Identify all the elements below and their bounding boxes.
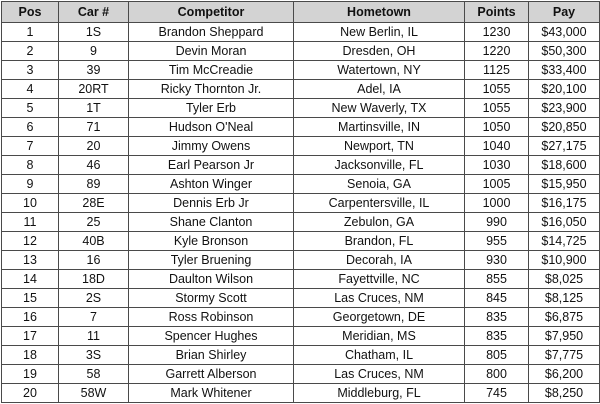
cell-pos: 19: [2, 365, 59, 384]
cell-pay: $16,050: [529, 213, 600, 232]
cell-competitor: Stormy Scott: [129, 289, 294, 308]
cell-points: 1055: [465, 99, 529, 118]
cell-competitor: Jimmy Owens: [129, 137, 294, 156]
cell-hometown: Carpentersville, IL: [294, 194, 465, 213]
cell-competitor: Spencer Hughes: [129, 327, 294, 346]
cell-hometown: Senoia, GA: [294, 175, 465, 194]
cell-hometown: Georgetown, DE: [294, 308, 465, 327]
cell-hometown: Decorah, IA: [294, 251, 465, 270]
cell-pay: $10,900: [529, 251, 600, 270]
cell-pay: $16,175: [529, 194, 600, 213]
cell-pos: 17: [2, 327, 59, 346]
cell-pos: 6: [2, 118, 59, 137]
cell-competitor: Ricky Thornton Jr.: [129, 80, 294, 99]
cell-hometown: New Waverly, TX: [294, 99, 465, 118]
cell-car-number: 58W: [59, 384, 129, 403]
cell-pos: 5: [2, 99, 59, 118]
cell-pay: $7,950: [529, 327, 600, 346]
table-row: [2, 194, 600, 213]
cell-competitor: Devin Moran: [129, 42, 294, 61]
cell-hometown: Dresden, OH: [294, 42, 465, 61]
cell-hometown: Las Cruces, NM: [294, 365, 465, 384]
cell-points: 1050: [465, 118, 529, 137]
cell-competitor: Tim McCreadie: [129, 61, 294, 80]
table-row: [2, 327, 600, 346]
cell-pos: 12: [2, 232, 59, 251]
cell-pos: 9: [2, 175, 59, 194]
cell-hometown: Middleburg, FL: [294, 384, 465, 403]
table-row: [2, 156, 600, 175]
table-row: [2, 213, 600, 232]
cell-pos: 10: [2, 194, 59, 213]
cell-car-number: 58: [59, 365, 129, 384]
cell-pay: $43,000: [529, 23, 600, 42]
table-row: [2, 42, 600, 61]
cell-competitor: Mark Whitener: [129, 384, 294, 403]
cell-pay: $27,175: [529, 137, 600, 156]
cell-pay: $23,900: [529, 99, 600, 118]
table-row: [2, 384, 600, 403]
cell-hometown: Fayettville, NC: [294, 270, 465, 289]
table-row: [2, 365, 600, 384]
cell-car-number: 40B: [59, 232, 129, 251]
cell-points: 1030: [465, 156, 529, 175]
cell-hometown: Zebulon, GA: [294, 213, 465, 232]
cell-pay: $6,200: [529, 365, 600, 384]
cell-points: 805: [465, 346, 529, 365]
cell-pay: $8,025: [529, 270, 600, 289]
table-row: [2, 346, 600, 365]
header-points: Points: [465, 2, 529, 23]
cell-hometown: Adel, IA: [294, 80, 465, 99]
standings-table: [1, 1, 600, 403]
table-row: [2, 23, 600, 42]
header-car-number: Car #: [59, 2, 129, 23]
cell-points: 745: [465, 384, 529, 403]
cell-hometown: Jacksonville, FL: [294, 156, 465, 175]
table-header: [2, 2, 600, 23]
cell-car-number: 20: [59, 137, 129, 156]
cell-pay: $50,300: [529, 42, 600, 61]
cell-hometown: Watertown, NY: [294, 61, 465, 80]
cell-hometown: Las Cruces, NM: [294, 289, 465, 308]
table-row: [2, 251, 600, 270]
cell-pos: 7: [2, 137, 59, 156]
cell-pay: $18,600: [529, 156, 600, 175]
cell-points: 930: [465, 251, 529, 270]
cell-points: 955: [465, 232, 529, 251]
cell-car-number: 1T: [59, 99, 129, 118]
cell-car-number: 3S: [59, 346, 129, 365]
cell-pay: $15,950: [529, 175, 600, 194]
cell-competitor: Dennis Erb Jr: [129, 194, 294, 213]
cell-points: 990: [465, 213, 529, 232]
cell-car-number: 2S: [59, 289, 129, 308]
cell-pay: $8,250: [529, 384, 600, 403]
table-body: [2, 23, 600, 403]
cell-pos: 8: [2, 156, 59, 175]
header-hometown: Hometown: [294, 2, 465, 23]
cell-car-number: 28E: [59, 194, 129, 213]
cell-hometown: Meridian, MS: [294, 327, 465, 346]
cell-points: 1125: [465, 61, 529, 80]
cell-hometown: Brandon, FL: [294, 232, 465, 251]
cell-car-number: 46: [59, 156, 129, 175]
cell-car-number: 1S: [59, 23, 129, 42]
cell-competitor: Tyler Erb: [129, 99, 294, 118]
cell-pay: $8,125: [529, 289, 600, 308]
cell-car-number: 20RT: [59, 80, 129, 99]
cell-pay: $20,850: [529, 118, 600, 137]
cell-competitor: Earl Pearson Jr: [129, 156, 294, 175]
cell-car-number: 89: [59, 175, 129, 194]
cell-competitor: Shane Clanton: [129, 213, 294, 232]
cell-hometown: New Berlin, IL: [294, 23, 465, 42]
cell-pay: $6,875: [529, 308, 600, 327]
cell-pos: 20: [2, 384, 59, 403]
cell-hometown: Chatham, IL: [294, 346, 465, 365]
cell-car-number: 9: [59, 42, 129, 61]
table-row: [2, 99, 600, 118]
cell-points: 845: [465, 289, 529, 308]
cell-car-number: 11: [59, 327, 129, 346]
cell-points: 835: [465, 308, 529, 327]
cell-car-number: 71: [59, 118, 129, 137]
cell-points: 835: [465, 327, 529, 346]
cell-car-number: 39: [59, 61, 129, 80]
cell-pos: 4: [2, 80, 59, 99]
cell-points: 800: [465, 365, 529, 384]
table-row: [2, 270, 600, 289]
cell-points: 1220: [465, 42, 529, 61]
cell-pos: 11: [2, 213, 59, 232]
cell-competitor: Daulton Wilson: [129, 270, 294, 289]
cell-hometown: Newport, TN: [294, 137, 465, 156]
table-row: [2, 289, 600, 308]
cell-competitor: Garrett Alberson: [129, 365, 294, 384]
table-row: [2, 137, 600, 156]
cell-pos: 1: [2, 23, 59, 42]
cell-pos: 3: [2, 61, 59, 80]
table-row: [2, 232, 600, 251]
cell-points: 1055: [465, 80, 529, 99]
header-row: [2, 2, 600, 23]
cell-competitor: Brandon Sheppard: [129, 23, 294, 42]
cell-pay: $33,400: [529, 61, 600, 80]
cell-car-number: 25: [59, 213, 129, 232]
table-row: [2, 80, 600, 99]
cell-car-number: 7: [59, 308, 129, 327]
cell-points: 855: [465, 270, 529, 289]
cell-pay: $7,775: [529, 346, 600, 365]
header-pay: Pay: [529, 2, 600, 23]
cell-hometown: Martinsville, IN: [294, 118, 465, 137]
cell-pos: 13: [2, 251, 59, 270]
cell-competitor: Tyler Bruening: [129, 251, 294, 270]
cell-car-number: 18D: [59, 270, 129, 289]
cell-competitor: Kyle Bronson: [129, 232, 294, 251]
cell-pos: 16: [2, 308, 59, 327]
table-row: [2, 308, 600, 327]
cell-points: 1005: [465, 175, 529, 194]
cell-pay: $20,100: [529, 80, 600, 99]
table-row: [2, 118, 600, 137]
cell-pos: 14: [2, 270, 59, 289]
cell-pos: 15: [2, 289, 59, 308]
header-competitor: Competitor: [129, 2, 294, 23]
cell-points: 1040: [465, 137, 529, 156]
cell-points: 1000: [465, 194, 529, 213]
cell-competitor: Hudson O'Neal: [129, 118, 294, 137]
cell-competitor: Brian Shirley: [129, 346, 294, 365]
cell-points: 1230: [465, 23, 529, 42]
cell-pos: 2: [2, 42, 59, 61]
header-pos: Pos: [2, 2, 59, 23]
cell-pos: 18: [2, 346, 59, 365]
table-row: [2, 175, 600, 194]
table-row: [2, 61, 600, 80]
cell-competitor: Ross Robinson: [129, 308, 294, 327]
cell-competitor: Ashton Winger: [129, 175, 294, 194]
cell-car-number: 16: [59, 251, 129, 270]
cell-pay: $14,725: [529, 232, 600, 251]
